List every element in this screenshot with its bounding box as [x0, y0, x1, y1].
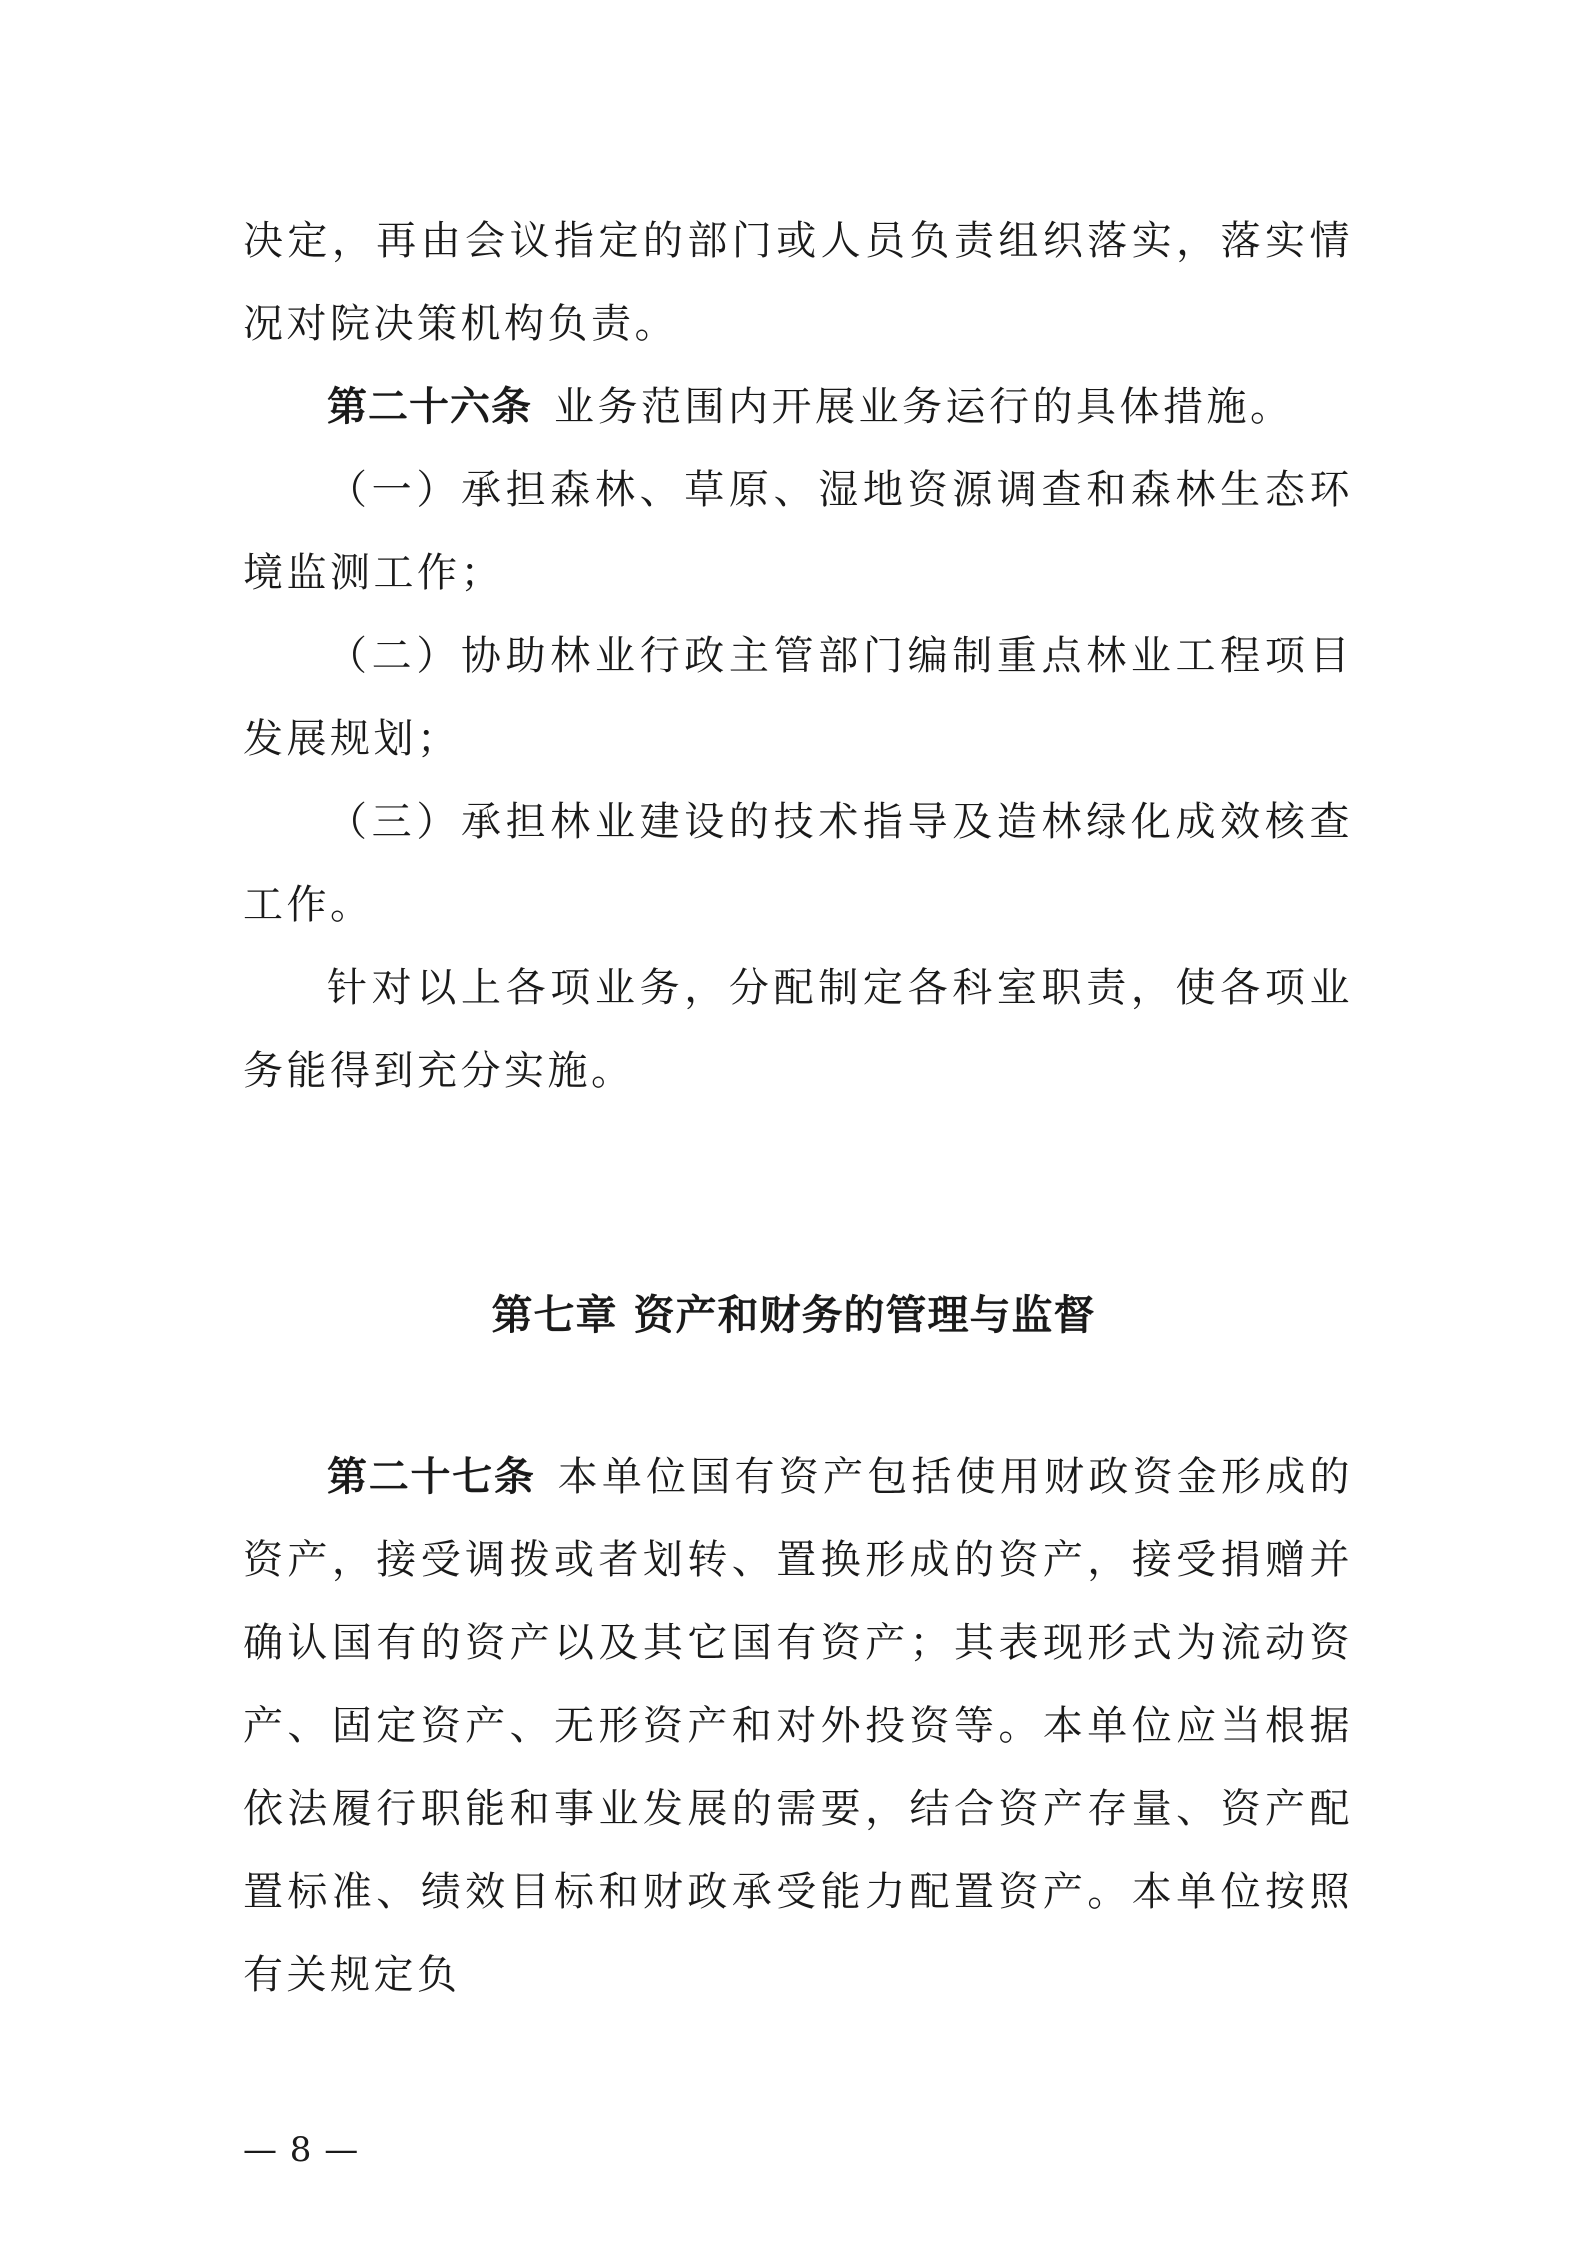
- article-26-item-3: （三）承担林业建设的技术指导及造林绿化成效核查工作。: [243, 799, 1353, 928]
- article-26-heading-paragraph: [243, 366, 1353, 449]
- article-27-paragraph: [243, 1436, 1353, 2017]
- article-27-title: 第二十七条: [327, 1454, 536, 1500]
- article-26-item-2: （二）协助林业行政主管部门编制重点林业工程项目发展规划；: [243, 633, 1353, 762]
- chapter-heading: [0, 1285, 1587, 1345]
- continuation-paragraph: 决定，再由会议指定的部门或人员负责组织落实，落实情况对院决策机构负责。: [243, 218, 1353, 347]
- chapter-number: 第七章: [491, 1291, 618, 1339]
- article-26-item-1: （一）承担森林、草原、湿地资源调查和森林生态环境监测工作；: [243, 467, 1353, 596]
- article-26-body: 业务范围内开展业务运行的具体措施。: [554, 384, 1294, 430]
- page-number: — 8 —: [243, 2130, 360, 2170]
- article-26-title: 第二十六条: [327, 384, 532, 430]
- article-27-body: 本单位国有资产包括使用财政资金形成的资产，接受调拨或者划转、置换形成的资产，接受捐赠并确认国有的资产以及其它国有资产；其表现形式为流动资产、固定资产、无形资产和对外投资等。本单位应当根据依法履行职能和事业发展的需要，结合资产存量、资产配置标准、绩效目标和财政承受能力配置资产。本单位按照有关规定负: [243, 1454, 1354, 1998]
- article-26-closing-paragraph: 针对以上各项业务，分配制定各科室职责，使各项业务能得到充分实施。: [243, 965, 1353, 1094]
- chapter-title: 资产和财务的管理与监督: [633, 1291, 1096, 1339]
